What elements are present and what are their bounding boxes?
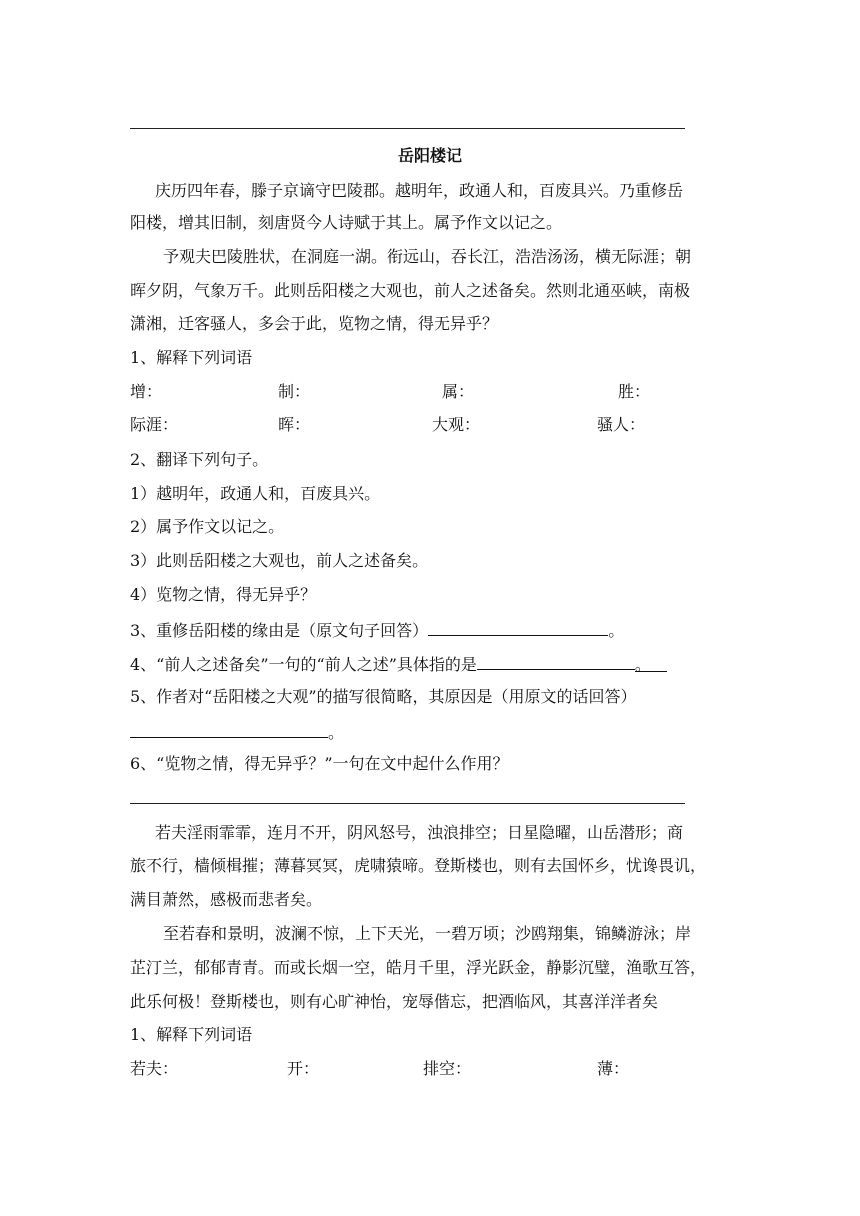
question-end: 。 [635,655,667,672]
vocab-term: 际涯： [130,415,179,434]
vocab-term: 薄： [597,1059,630,1078]
page-title: 岳阳楼记 [397,146,462,165]
vocab-term: 开： [287,1059,320,1078]
question-heading: 2、翻译下列句子。 [130,450,269,469]
passage-line: 晖夕阴，气象万千。此则岳阳楼之大观也，前人之述备矣。然则北通巫峡，南极 [130,281,691,300]
passage-line: 芷汀兰，郁郁青青。而或长烟一空，皓月千里，浮光跃金，静影沉璧，渔歌互答， [130,958,707,977]
question-heading: 1、解释下列词语 [130,348,253,367]
passage-line: 阳楼，增其旧制，刻唐贤今人诗赋于其上。属予作文以记之。 [130,213,563,232]
translate-item: 3）此则岳阳楼之大观也，前人之述备矣。 [130,551,429,570]
question-text: 4、“前人之述备矣”一句的“前人之述”具体指的是 [130,655,477,674]
translate-item: 2）属予作文以记之。 [130,517,285,536]
vocab-term: 属： [442,382,475,401]
question-5-answer [130,721,344,741]
answer-blank[interactable] [130,721,328,738]
vocab-term: 大观： [432,415,481,434]
answer-blank[interactable] [428,619,608,636]
question-4 [130,653,667,673]
top-rule [130,128,685,129]
vocab-term: 骚人： [597,415,646,434]
vocab-term: 晖： [278,415,311,434]
passage-line: 此乐何极！登斯楼也，则有心旷神怡，宠辱偕忘，把酒临风，其喜洋洋者矣 [130,992,659,1011]
passage-line: 旅不行，樯倾楫摧；薄暮冥冥，虎啸猿啼。登斯楼也，则有去国怀乡，忧谗畏讥， [130,856,707,875]
vocab-term: 增： [130,382,163,401]
question-end: 。 [608,621,625,640]
question-6: 6、“览物之情，得无异乎？”一句在文中起什么作用？ [130,754,509,773]
translate-item: 4）览物之情，得无异乎？ [130,585,317,604]
question-text: 3、重修岳阳楼的缘由是（原文句子回答） [130,621,429,640]
vocab-term: 排空： [423,1059,472,1078]
vocab-term: 胜： [618,382,651,401]
question-heading: 1、解释下列词语 [130,1025,253,1044]
vocab-term: 制： [278,382,311,401]
vocab-term: 若夫： [130,1059,179,1078]
section-rule [130,803,685,804]
question-5: 5、作者对“岳阳楼之大观”的描写很简略，其原因是（用原文的话回答） [130,687,637,706]
question-3 [130,619,624,639]
answer-blank[interactable] [477,653,635,670]
passage-line: 满目萧然，感极而悲者矣。 [130,890,323,909]
passage-line: 潇湘，迁客骚人，多会于此，览物之情，得无异乎？ [130,314,499,333]
passage-line: 庆历四年春，滕子京谪守巴陵郡。越明年，政通人和，百废具兴。乃重修岳 [155,181,684,200]
question-end: 。 [328,723,345,742]
passage-line: 至若春和景明，波澜不惊，上下天光，一碧万顷；沙鸥翔集，锦鳞游泳；岸 [163,924,692,943]
passage-line: 若夫淫雨霏霏，连月不开，阴风怒号，浊浪排空；日星隐曜，山岳潜形；商 [155,823,684,842]
passage-line: 予观夫巴陵胜状，在洞庭一湖。衔远山，吞长江，浩浩汤汤，横无际涯；朝 [163,247,692,266]
translate-item: 1）越明年，政通人和，百废具兴。 [130,484,381,503]
